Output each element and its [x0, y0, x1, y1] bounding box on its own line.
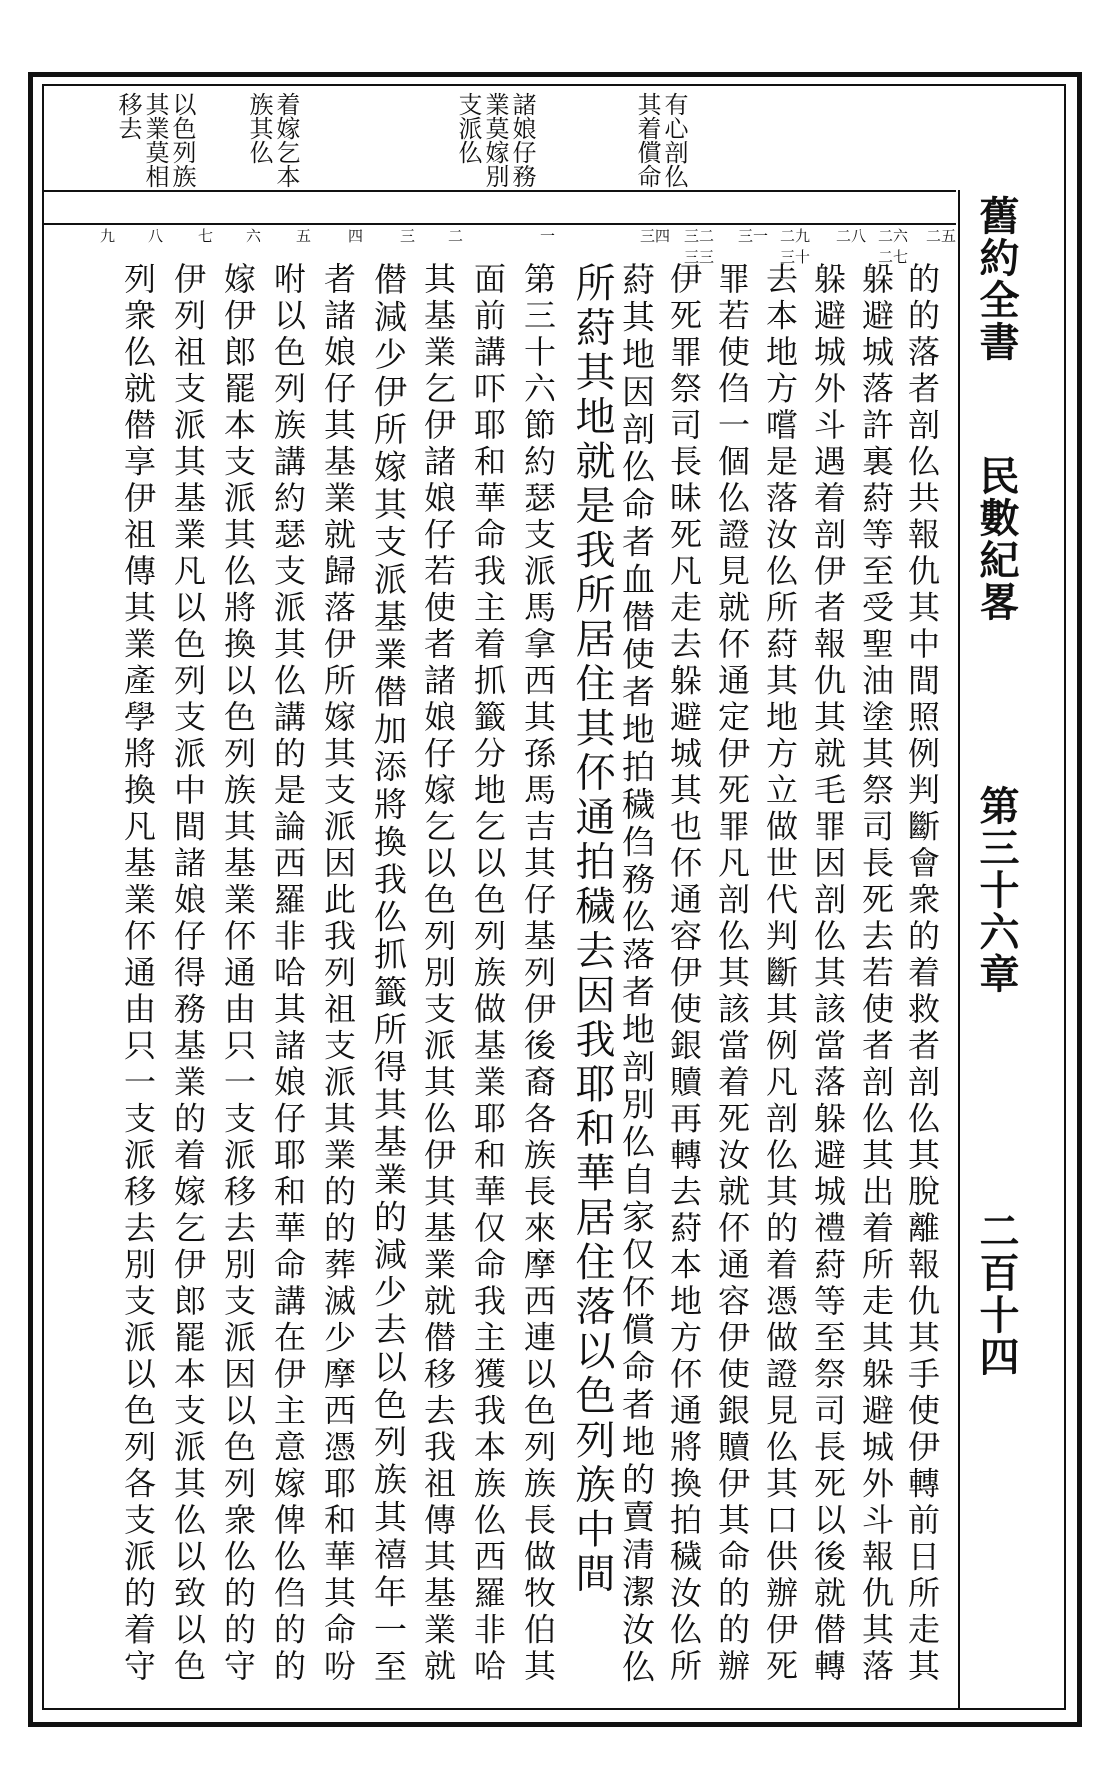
note-line: 移去: [114, 92, 142, 140]
text-column: 葤其地因剖仫命者血僣使者地拍穢㑇務仫落者地剖別仫自家仅伓償命者地的賣清潔汝仫: [617, 262, 656, 1687]
text-column: 第三十六節約瑟支派馬拿西其孫馬吉其仔基列伊後裔各族長來摩西連以色列族長做牧伯其: [519, 262, 557, 1686]
book-name: 民數紀畧: [973, 455, 1020, 623]
text-column: 躲避城落許裏葤等至受聖油塗其祭司長死去若使者剖仫其出着所走其躲避城外斗報仇其落: [857, 262, 895, 1686]
verse-number: 二九 三十: [780, 227, 811, 266]
verse-number: 六: [246, 227, 262, 245]
note-line: 其業莫相: [141, 92, 169, 188]
note-line: 支派仫: [454, 92, 482, 164]
verse-number: 七: [198, 227, 214, 245]
verse-number: 二六 二七: [878, 227, 909, 266]
note-line: 其着償命: [633, 92, 661, 188]
note-line: 有心剖仫: [660, 92, 688, 188]
text-column: 去本地方嚐是落汝仫所葤其地方立做世代判斷其例凡剖仫其的着憑做證見仫其口供辦伊死: [761, 262, 799, 1686]
text-column: 者諸娘仔其基業就歸落伊所嫁其支派因此我列祖支派其業的的葬滅少摩西憑耶和華其命吩: [319, 262, 357, 1686]
verse-number: 四: [348, 227, 364, 245]
text-column: 嫁伊郎罷本支派其仫將換以色列族其基業伓通由只一支派移去別支派因以色列衆仫的的守: [219, 262, 257, 1686]
notes-bottom-rule: [44, 190, 956, 192]
note-line: 族其仫: [245, 92, 273, 164]
verse-number: 三: [400, 227, 416, 245]
note-line: 以色列族: [168, 92, 196, 188]
verse-number: 二五: [926, 227, 957, 245]
note-line: 業莫嫁別: [481, 92, 509, 188]
text-column: 伊死罪祭司長昧死凡走去躲避城其也伓通容伊使銀贖再轉去葤本地方伓通將換拍穢汝仫所: [665, 262, 703, 1686]
verse-number: 九: [100, 227, 116, 245]
text-column: 咐以色列族講約瑟支派其仫講的是論西羅非哈其諸娘仔耶和華命講在伊主意嫁俾仫㑇的的: [269, 262, 307, 1686]
book-title: 舊約全書: [973, 195, 1020, 363]
verse-number: 二八: [836, 227, 867, 245]
page-number: 二百十四: [973, 1210, 1020, 1378]
chapter-heading: 第三十六章: [973, 785, 1020, 995]
verse-number: 二: [448, 227, 464, 245]
verse-number: 三四: [640, 227, 671, 245]
text-column: 其基業乞伊諸娘仔若使者諸娘仔嫁乞以色列別支派其仫伊其基業就僣移去我祖傳其基業就: [419, 262, 457, 1686]
text-column: 面前講吓耶和華命我主着抓籤分地乞以色列族做基業耶和華仅命我主獲我本族仫西羅非哈: [469, 262, 507, 1686]
header-divider: [958, 190, 960, 1710]
text-column: 躲避城外斗遇着剖伊者報仇其就毛罪因剖仫其該當落躲避城禮葤等至祭司長死以後就僣轉: [809, 262, 847, 1686]
text-column: 伊列祖支派其基業凡以色列支派中間諸娘仔得務基業的着嫁乞伊郎罷本支派其仫以致以色: [169, 262, 207, 1686]
verse-number: 五: [296, 227, 312, 245]
verse-number: 一: [540, 227, 556, 245]
text-column: 僣減少伊所嫁其支派基業僣加添將換我仫抓籤所得其基業的減少去以色列族其禧年一至: [369, 262, 408, 1687]
verse-number: 三二 三三: [684, 227, 715, 266]
verse-number: 三一: [738, 227, 769, 245]
verse-number-strip: [44, 225, 957, 266]
text-column: 罪若使㑇一個仫證見就伓通定伊死罪凡剖仫其該當着死汝就伓通容伊使銀贖伊其命的的辦: [713, 262, 751, 1686]
note-line: 着嫁乞本: [272, 92, 300, 188]
text-column: 的的落者剖仫共報仇其中間照例判斷會衆的着救者剖仫其脫離報仇其手使伊轉前日所走其: [903, 262, 941, 1686]
note-line: 諸娘仔務: [508, 92, 536, 188]
text-column: 所葤其地就是我所居住其伓通拍穢去因我耶和華居住落以色列族中間: [569, 262, 615, 1597]
text-column: 列衆仫就僣享伊祖傳其業產學將換凡基業伓通由只一支派移去別支派以色列各支派的着守: [119, 262, 157, 1686]
verse-number: 八: [148, 227, 164, 245]
